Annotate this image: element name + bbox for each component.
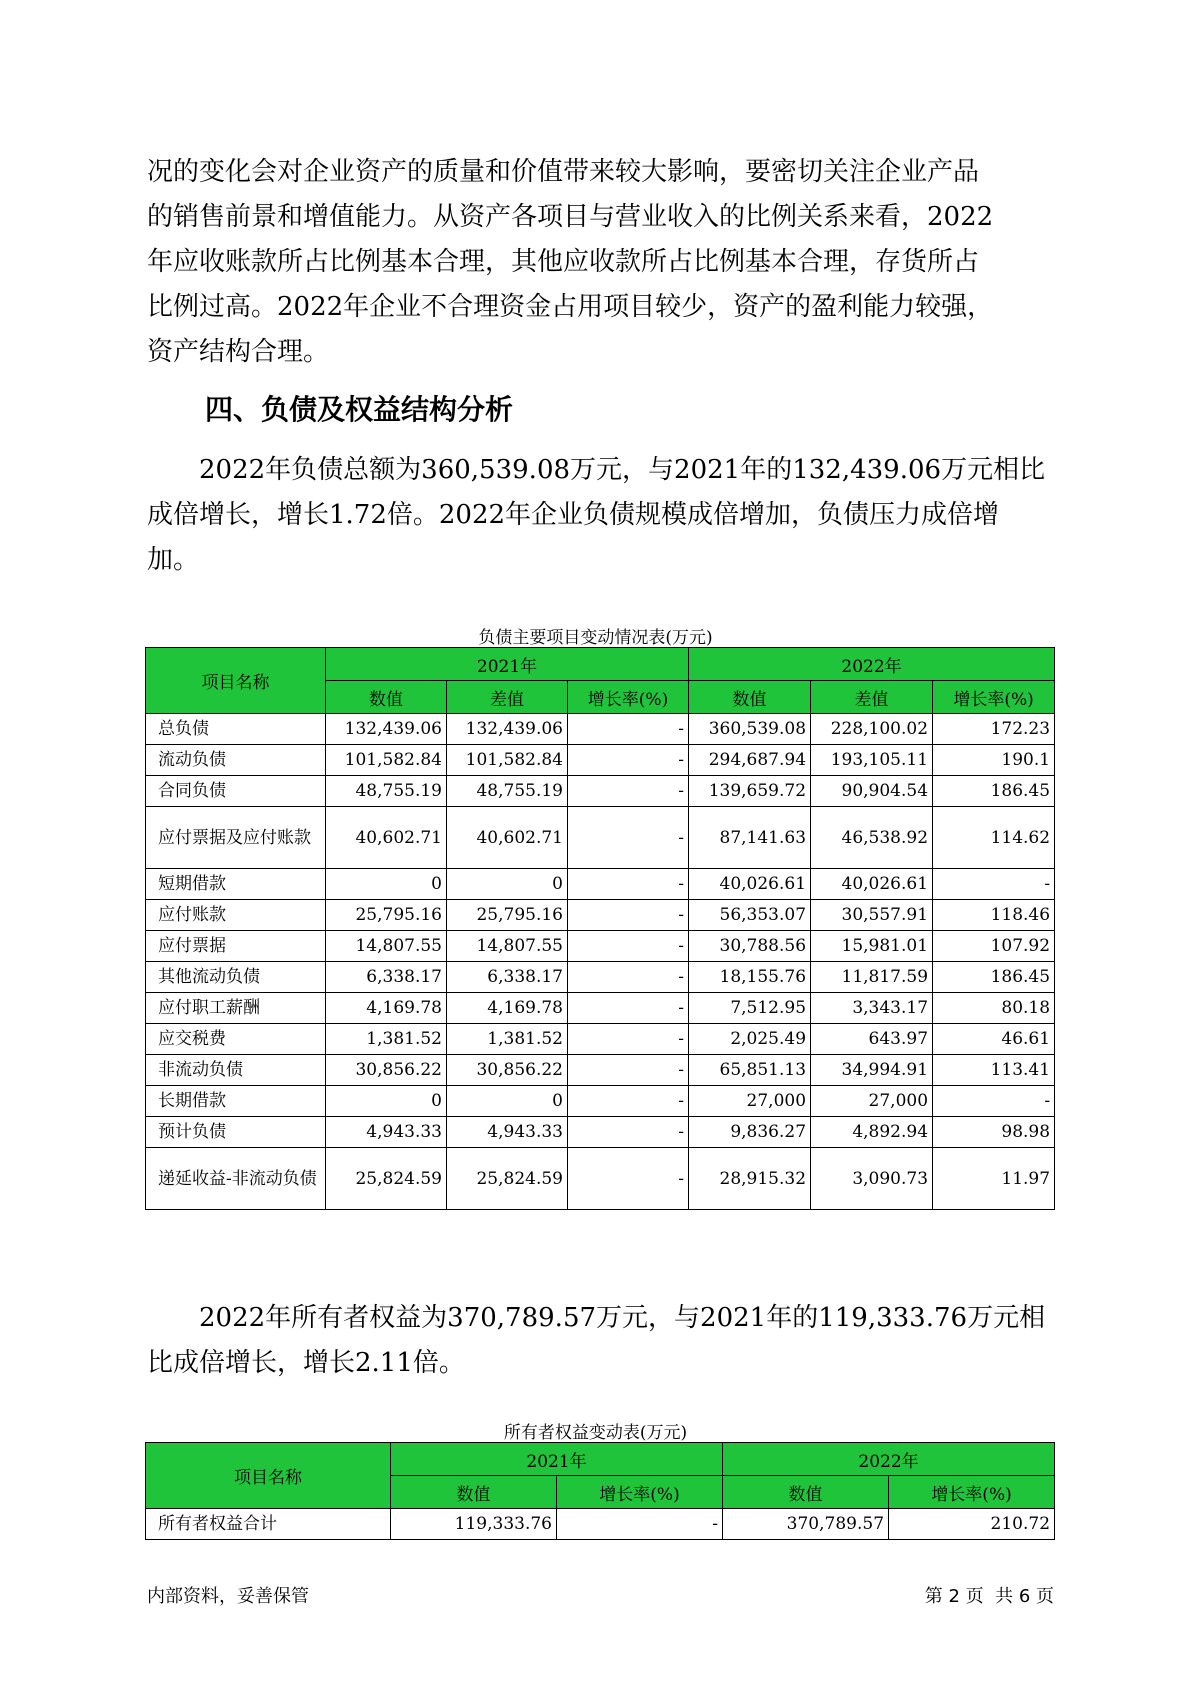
section-heading: 四、负债及权益结构分析 <box>205 393 514 426</box>
value-cell: - <box>568 962 689 993</box>
liability-table-caption: 负债主要项目变动情况表(万元) <box>478 628 713 648</box>
intro-line: 况的变化会对企业资产的质量和价值带来较大影响，要密切关注企业产品 <box>147 157 980 187</box>
value-cell: 25,795.16 <box>326 900 447 931</box>
row-name-cell: 递延收益-非流动负债 <box>146 1148 326 1210</box>
subheader-value: 数值 <box>391 1476 557 1509</box>
value-cell: 4,943.33 <box>326 1117 447 1148</box>
row-name-cell: 预计负债 <box>146 1117 326 1148</box>
value-cell: 3,090.73 <box>811 1148 933 1210</box>
value-cell: 46,538.92 <box>811 807 933 869</box>
value-cell: 46.61 <box>933 1024 1055 1055</box>
value-cell: - <box>568 931 689 962</box>
row-name-cell: 应交税费 <box>146 1024 326 1055</box>
value-cell: 228,100.02 <box>811 714 933 745</box>
value-cell: 14,807.55 <box>326 931 447 962</box>
value-cell: - <box>933 1086 1055 1117</box>
value-cell: 80.18 <box>933 993 1055 1024</box>
header-year-2021: 2021年 <box>326 648 689 681</box>
value-cell: 193,105.11 <box>811 745 933 776</box>
value-cell: 132,439.06 <box>447 714 568 745</box>
value-cell: 40,602.71 <box>447 807 568 869</box>
value-cell: 28,915.32 <box>689 1148 811 1210</box>
row-name-cell: 应付账款 <box>146 900 326 931</box>
value-cell: 48,755.19 <box>326 776 447 807</box>
value-cell: 6,338.17 <box>326 962 447 993</box>
table-row <box>146 807 1055 869</box>
value-cell: 6,338.17 <box>447 962 568 993</box>
value-cell: - <box>568 900 689 931</box>
value-cell: 14,807.55 <box>447 931 568 962</box>
value-cell: 119,333.76 <box>391 1509 557 1540</box>
value-cell: 4,892.94 <box>811 1117 933 1148</box>
row-name-cell: 短期借款 <box>146 869 326 900</box>
table-row <box>146 900 1055 931</box>
equity-table-body <box>146 1509 1055 1540</box>
value-cell: 0 <box>447 1086 568 1117</box>
row-name-cell: 非流动负债 <box>146 1055 326 1086</box>
value-cell: 1,381.52 <box>326 1024 447 1055</box>
header-year-2021: 2021年 <box>391 1443 723 1476</box>
value-cell: 643.97 <box>811 1024 933 1055</box>
value-cell: 294,687.94 <box>689 745 811 776</box>
value-cell: 190.1 <box>933 745 1055 776</box>
liability-line: 2022年负债总额为360,539.08万元，与2021年的132,439.06万元相比 <box>199 455 1046 485</box>
value-cell: - <box>933 869 1055 900</box>
table-row <box>146 1086 1055 1117</box>
row-name-cell: 合同负债 <box>146 776 326 807</box>
value-cell: - <box>568 869 689 900</box>
footer-page-number: 第 2 页 共 6 页 <box>924 1586 1054 1607</box>
value-cell: 48,755.19 <box>447 776 568 807</box>
header-item-name: 项目名称 <box>146 1443 391 1509</box>
table-row <box>146 1024 1055 1055</box>
subheader-diff: 差值 <box>811 681 933 714</box>
value-cell: 370,789.57 <box>723 1509 889 1540</box>
table-row <box>146 1055 1055 1086</box>
liability-line: 成倍增长，增长1.72倍。2022年企业负债规模成倍增加，负债压力成倍增 <box>147 500 1000 530</box>
value-cell: - <box>568 1024 689 1055</box>
liability-line: 加。 <box>147 545 200 575</box>
value-cell: 18,155.76 <box>689 962 811 993</box>
intro-line: 资产结构合理。 <box>147 337 330 367</box>
value-cell: 2,025.49 <box>689 1024 811 1055</box>
value-cell: 0 <box>326 869 447 900</box>
table-row <box>146 931 1055 962</box>
value-cell: - <box>568 1117 689 1148</box>
value-cell: - <box>568 1086 689 1117</box>
row-name-cell: 应付票据及应付账款 <box>146 807 326 869</box>
value-cell: 7,512.95 <box>689 993 811 1024</box>
table-row <box>146 869 1055 900</box>
value-cell: 9,836.27 <box>689 1117 811 1148</box>
header-year-2022: 2022年 <box>689 648 1055 681</box>
row-name-cell: 所有者权益合计 <box>146 1509 391 1540</box>
subheader-growth: 增长率(%) <box>557 1476 723 1509</box>
value-cell: - <box>568 993 689 1024</box>
value-cell: 27,000 <box>689 1086 811 1117</box>
value-cell: 25,795.16 <box>447 900 568 931</box>
intro-line: 的销售前景和增值能力。从资产各项目与营业收入的比例关系来看，2022 <box>147 202 994 232</box>
table-row <box>146 1117 1055 1148</box>
value-cell: - <box>568 714 689 745</box>
value-cell: 40,026.61 <box>811 869 933 900</box>
value-cell: 87,141.63 <box>689 807 811 869</box>
value-cell: 30,856.22 <box>326 1055 447 1086</box>
table-row <box>146 1148 1055 1210</box>
subheader-growth: 增长率(%) <box>889 1476 1055 1509</box>
value-cell: - <box>568 1148 689 1210</box>
value-cell: 186.45 <box>933 776 1055 807</box>
value-cell: 113.41 <box>933 1055 1055 1086</box>
equity-table <box>145 1442 1055 1540</box>
value-cell: 186.45 <box>933 962 1055 993</box>
equity-line: 比成倍增长，增长2.11倍。 <box>147 1348 465 1378</box>
row-name-cell: 长期借款 <box>146 1086 326 1117</box>
equity-table-caption: 所有者权益变动表(万元) <box>503 1423 688 1443</box>
value-cell: 56,353.07 <box>689 900 811 931</box>
table-row <box>146 1509 1055 1540</box>
subheader-growth: 增长率(%) <box>933 681 1055 714</box>
value-cell: 30,856.22 <box>447 1055 568 1086</box>
liability-paragraph <box>147 448 1047 583</box>
liability-table-body <box>146 714 1055 1210</box>
value-cell: 15,981.01 <box>811 931 933 962</box>
value-cell: 65,851.13 <box>689 1055 811 1086</box>
value-cell: 1,381.52 <box>447 1024 568 1055</box>
value-cell: 360,539.08 <box>689 714 811 745</box>
header-item-name: 项目名称 <box>146 648 326 714</box>
value-cell: 4,169.78 <box>447 993 568 1024</box>
value-cell: 34,994.91 <box>811 1055 933 1086</box>
value-cell: 132,439.06 <box>326 714 447 745</box>
equity-paragraph <box>147 1296 1047 1386</box>
value-cell: 98.98 <box>933 1117 1055 1148</box>
value-cell: 107.92 <box>933 931 1055 962</box>
table-row <box>146 714 1055 745</box>
value-cell: 25,824.59 <box>326 1148 447 1210</box>
header-year-2022: 2022年 <box>723 1443 1055 1476</box>
row-name-cell: 应付职工薪酬 <box>146 993 326 1024</box>
table-row <box>146 993 1055 1024</box>
row-name-cell: 总负债 <box>146 714 326 745</box>
intro-paragraph <box>147 150 1047 375</box>
value-cell: 172.23 <box>933 714 1055 745</box>
value-cell: 11.97 <box>933 1148 1055 1210</box>
subheader-value: 数值 <box>326 681 447 714</box>
row-name-cell: 应付票据 <box>146 931 326 962</box>
value-cell: 11,817.59 <box>811 962 933 993</box>
value-cell: - <box>568 776 689 807</box>
value-cell: - <box>568 745 689 776</box>
value-cell: 4,943.33 <box>447 1117 568 1148</box>
value-cell: 30,557.91 <box>811 900 933 931</box>
value-cell: - <box>568 807 689 869</box>
table-row <box>146 745 1055 776</box>
row-name-cell: 其他流动负债 <box>146 962 326 993</box>
value-cell: 40,026.61 <box>689 869 811 900</box>
intro-line: 比例过高。2022年企业不合理资金占用项目较少，资产的盈利能力较强， <box>147 292 994 322</box>
value-cell: 118.46 <box>933 900 1055 931</box>
value-cell: 0 <box>447 869 568 900</box>
value-cell: 30,788.56 <box>689 931 811 962</box>
footer-confidential: 内部资料，妥善保管 <box>147 1586 309 1607</box>
value-cell: 101,582.84 <box>326 745 447 776</box>
subheader-value: 数值 <box>689 681 811 714</box>
value-cell: 210.72 <box>889 1509 1055 1540</box>
intro-line: 年应收账款所占比例基本合理，其他应收款所占比例基本合理，存货所占 <box>147 247 980 277</box>
row-name-cell: 流动负债 <box>146 745 326 776</box>
equity-line: 2022年所有者权益为370,789.57万元，与2021年的119,333.76万元相 <box>199 1303 1046 1333</box>
value-cell: 40,602.71 <box>326 807 447 869</box>
subheader-growth: 增长率(%) <box>568 681 689 714</box>
value-cell: 3,343.17 <box>811 993 933 1024</box>
subheader-value: 数值 <box>723 1476 889 1509</box>
value-cell: 0 <box>326 1086 447 1117</box>
value-cell: 4,169.78 <box>326 993 447 1024</box>
value-cell: 101,582.84 <box>447 745 568 776</box>
value-cell: - <box>568 1055 689 1086</box>
value-cell: 139,659.72 <box>689 776 811 807</box>
table-row <box>146 776 1055 807</box>
subheader-diff: 差值 <box>447 681 568 714</box>
value-cell: 114.62 <box>933 807 1055 869</box>
value-cell: 90,904.54 <box>811 776 933 807</box>
table-row <box>146 962 1055 993</box>
value-cell: - <box>557 1509 723 1540</box>
value-cell: 27,000 <box>811 1086 933 1117</box>
liability-table <box>145 647 1055 1210</box>
value-cell: 25,824.59 <box>447 1148 568 1210</box>
